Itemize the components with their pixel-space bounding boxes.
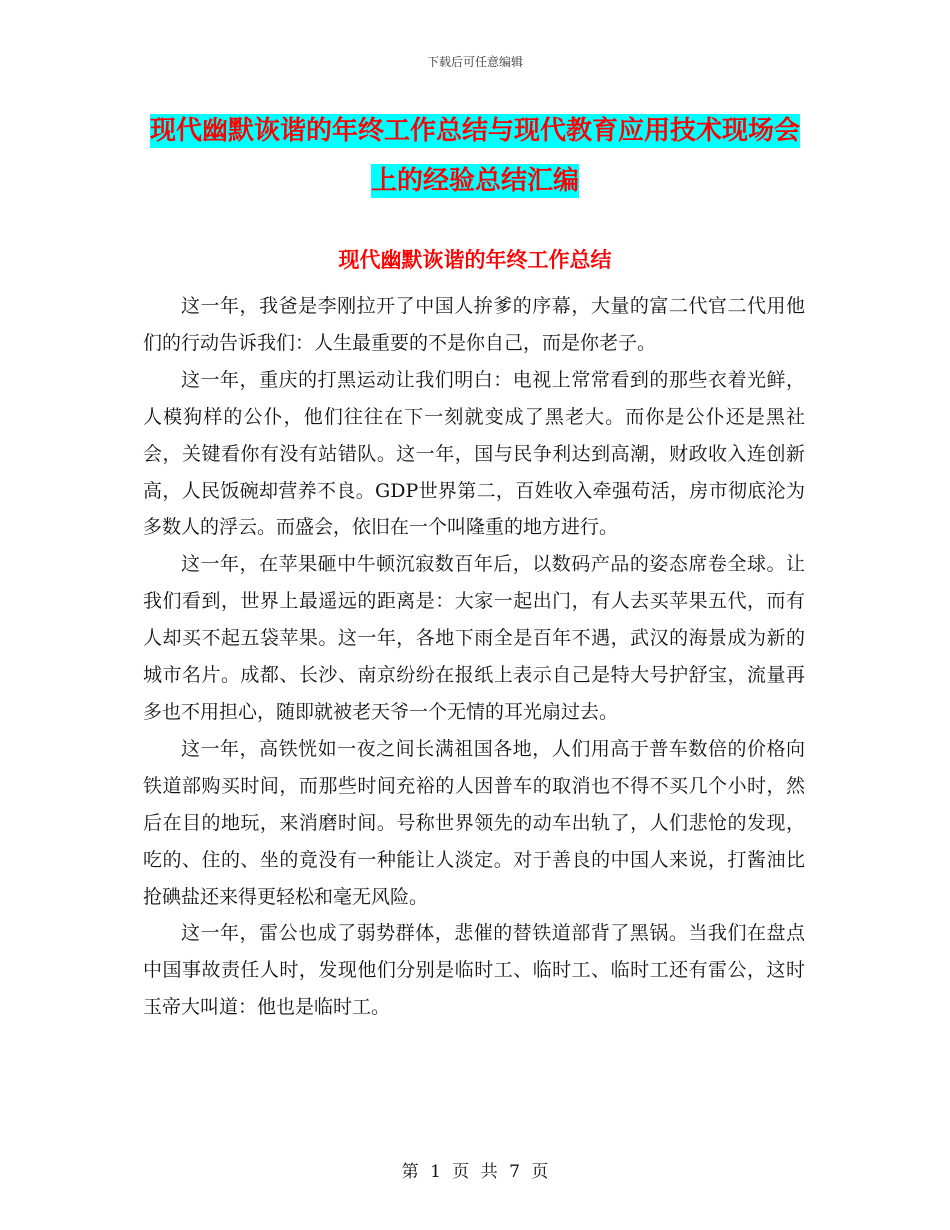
section-title: 现代幽默诙谐的年终工作总结	[338, 248, 612, 272]
page-number-footer: 第 1 页 共 7 页	[401, 1162, 549, 1182]
paragraph-1: 这一年，我爸是李刚拉开了中国人拚爹的序幕，大量的富二代官二代用他们的行动告诉我们：人生最重要的不是你自己，而是你老子。	[143, 295, 805, 354]
paragraph-4: 这一年，高铁恍如一夜之间长满祖国各地，人们用高于普车数倍的价格向铁道部购买时间，而那些时间充裕的人因普车的取消也不得不买几个小时，然后在目的地玩，来消磨时间。号称世界领先的动车出轨了，人们悲怆的发现，吃的、住的、坐的竟没有一种能让人淡定。对于善良的中国人来说，打酱油比抢碘盐还来得更轻松和毫无风险。	[143, 737, 805, 908]
header-note: 下载后可任意编辑	[426, 55, 523, 69]
main-title-highlight: 现代幽默诙谐的年终工作总结与现代教育应用技术现场会上的经验总结汇编	[150, 116, 801, 196]
paragraph-3: 这一年，在苹果砸中牛顿沉寂数百年后，以数码产品的姿态席卷全球。让我们看到，世界上最遥远的距离是：大家一起出门，有人去买苹果五代，而有人却买不起五袋苹果。这一年，各地下雨全是百年不遇，武汉的海景成为新的城市名片。成都、长沙、南京纷纷在报纸上表示自己是特大号护舒宝，流量再多也不用担心，随即就被老天爷一个无情的耳光扇过去。	[143, 553, 805, 723]
document-main-title	[150, 106, 800, 206]
document-body	[143, 288, 805, 1026]
paragraph-2: 这一年，重庆的打黑运动让我们明白：电视上常常看到的那些衣着光鲜，人模狗样的公仆，他们往往在下一刻就变成了黑老大。而你是公仆还是黑社会，关键看你有没有站错队。这一年，国与民争利达到高潮，财政收入连创新高，人民饭碗却营养不良。GDP世界第二，百姓收入牵强苟活，房市彻底沦为多数人的浮云。而盛会，依旧在一个叫隆重的地方进行。	[143, 368, 805, 539]
paragraph-5: 这一年，雷公也成了弱势群体，悲催的替铁道部背了黑锅。当我们在盘点中国事故责任人时，发现他们分别是临时工、临时工、临时工还有雷公，这时玉帝大叫道：他也是临时工。	[143, 922, 805, 1019]
